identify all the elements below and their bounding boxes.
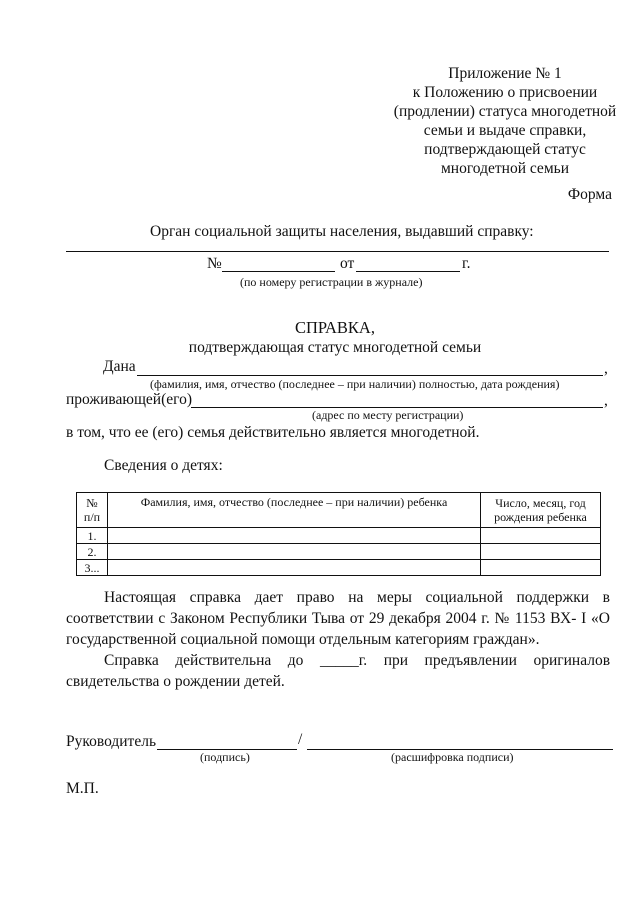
registration-number-field[interactable]: [222, 271, 335, 272]
validity-prefix: Справка действительна до: [104, 652, 304, 669]
address-hint: (адрес по месту регистрации): [312, 408, 464, 422]
validity-paragraph: [66, 650, 610, 692]
residing-label: проживающей(его): [66, 391, 193, 408]
row-name-cell[interactable]: [108, 544, 481, 560]
registration-hint: (по номеру регистрации в журнале): [240, 275, 423, 289]
table-header-row: [77, 493, 601, 528]
year-suffix: г.: [462, 255, 471, 272]
stamp-label: М.П.: [66, 780, 99, 797]
authority-line[interactable]: [66, 251, 609, 252]
row-number: 2.: [77, 544, 108, 560]
full-name-field[interactable]: [137, 375, 603, 376]
row-number: 3...: [77, 560, 108, 576]
header-number-line: №: [86, 496, 98, 510]
registration-date-field[interactable]: [356, 271, 460, 272]
row-name-cell[interactable]: [108, 528, 481, 544]
statement: в том, что ее (его) семья действительно является многодетной.: [66, 424, 480, 441]
signature-decode-hint: (расшифровка подписи): [391, 750, 514, 764]
annex-block: [360, 64, 640, 178]
row-birth-cell[interactable]: [481, 560, 601, 576]
table-row: [77, 528, 601, 544]
annex-line: семьи и выдаче справки,: [423, 122, 587, 139]
residing-comma: ,: [604, 392, 608, 409]
given-comma: ,: [604, 360, 608, 377]
rights-text: Настоящая справка дает право на меры социальной поддержки в соответствии с Законом Республики Тыва от 29 декабря 2004 г. № 1153 ВХ- I «О государственной социальной помощи отдельным категориям граждан».: [66, 589, 610, 648]
row-number: 1.: [77, 528, 108, 544]
row-birth-cell[interactable]: [481, 544, 601, 560]
header-number-line: п/п: [83, 510, 101, 524]
validity-date-field[interactable]: _____: [319, 652, 359, 669]
head-label: Руководитель: [66, 733, 157, 750]
from-label: от: [340, 255, 355, 272]
validity-text: [66, 650, 610, 692]
children-heading: Сведения о детях:: [104, 457, 223, 474]
table-row: [77, 560, 601, 576]
table-row: [77, 544, 601, 560]
signature-slash: /: [298, 731, 303, 748]
annex-line: подтверждающей статус: [424, 141, 586, 158]
document-subtitle: подтверждающая статус многодетной семьи: [188, 339, 482, 356]
annex-line: Приложение № 1: [448, 65, 562, 82]
row-name-cell[interactable]: [108, 560, 481, 576]
number-sign: №: [207, 255, 222, 272]
children-table: [76, 492, 601, 576]
header-birth-line: Число, месяц, год: [495, 496, 586, 510]
full-name-hint: (фамилия, имя, отчество (последнее – при наличии) полностью, дата рождения): [150, 377, 560, 391]
rights-paragraph: [66, 587, 610, 650]
annex-line: к Положению о присвоении: [412, 84, 598, 101]
form-label: Форма: [567, 186, 612, 203]
header-number: [77, 493, 108, 528]
header-birth-line: рождения ребенка: [494, 510, 587, 524]
authority-label: Орган социальной защиты населения, выдавший справку:: [150, 223, 534, 240]
signature-hint: (подпись): [200, 750, 250, 764]
row-birth-cell[interactable]: [481, 528, 601, 544]
document-title: СПРАВКА,: [295, 318, 375, 337]
validity-suffix: г. при предъявлении оригиналов свидетельства о рождении детей.: [66, 652, 611, 690]
header-name: Фамилия, имя, отчество (последнее – при наличии) ребенка: [108, 493, 481, 528]
header-birth: [481, 493, 601, 528]
annex-line: многодетной семьи: [440, 160, 569, 177]
annex-line: (продлении) статуса многодетной: [393, 103, 617, 120]
given-label: Дана: [103, 358, 136, 375]
